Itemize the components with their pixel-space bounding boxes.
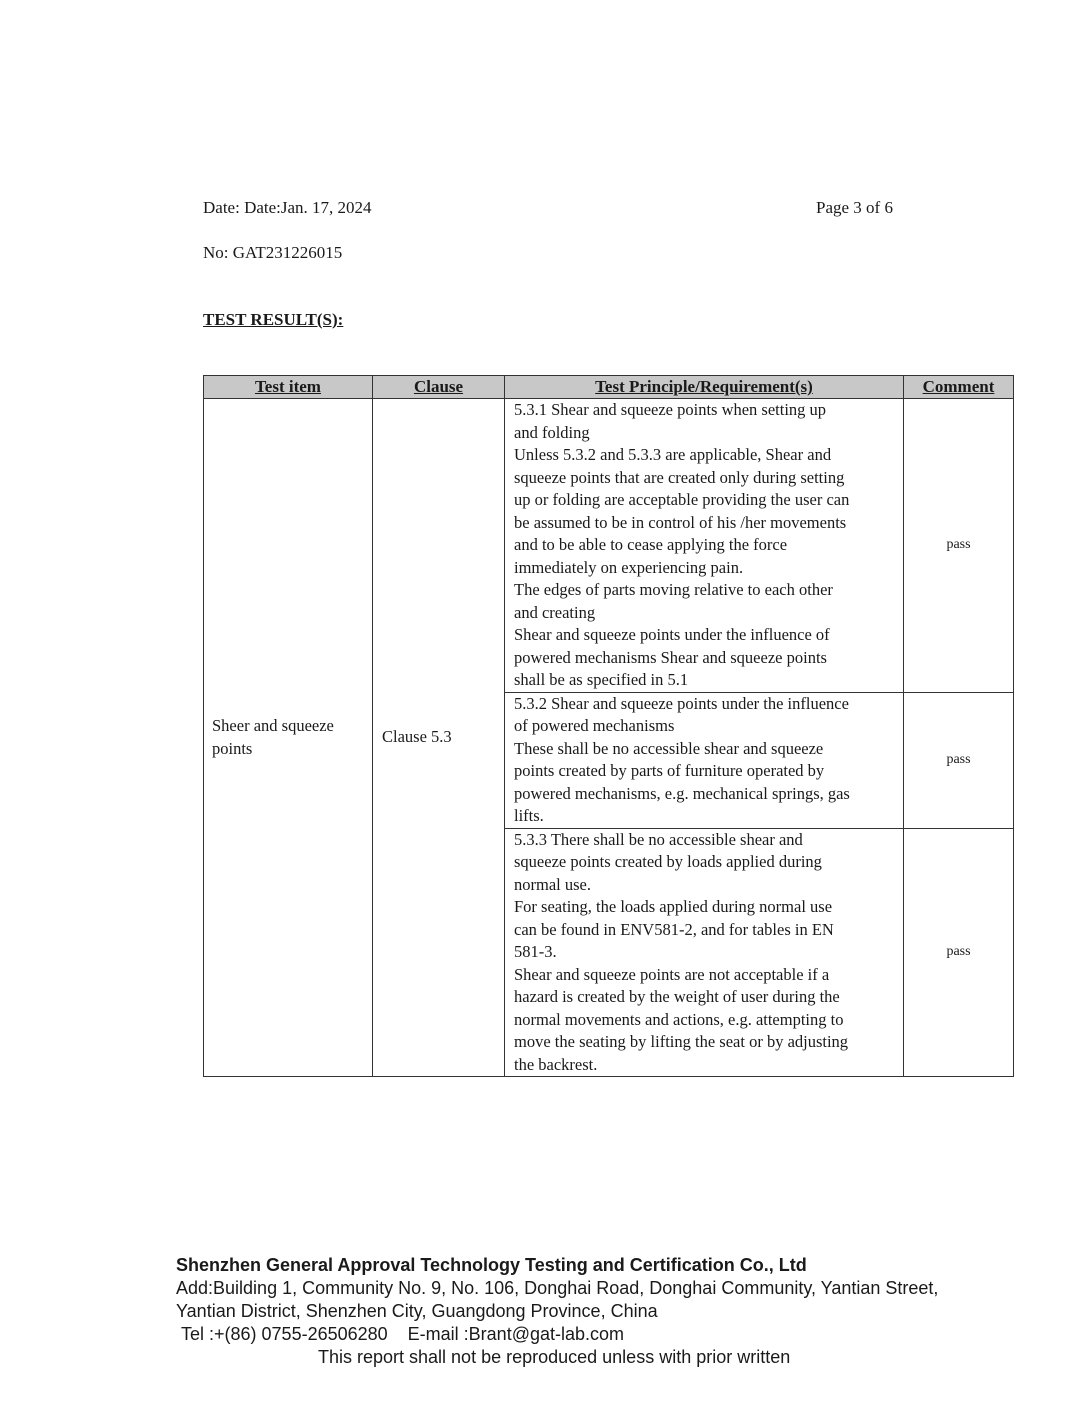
test-results-table [203, 375, 1014, 1077]
requirement-line: 5.3.2 Shear and squeeze points under the influence [514, 693, 849, 713]
page-number: Page 3 of 6 [816, 198, 893, 217]
requirement-line: These shall be no accessible shear and squeeze [514, 738, 824, 758]
table-row [204, 399, 1014, 693]
requirement-line: 5.3.1 Shear and squeeze points when setting up [514, 400, 827, 419]
requirement-cell [505, 399, 904, 693]
requirement-line: shall be as specified in 5.1 [514, 670, 689, 689]
requirement-line: 5.3.3 There shall be no accessible shear and [514, 829, 803, 849]
requirement-line: immediately on experiencing pain. [514, 557, 744, 577]
requirement-line: and to be able to cease applying the force [514, 535, 788, 554]
requirement-line: squeeze points created by loads applied during [514, 852, 822, 871]
column-header-comment: Comment [904, 376, 1014, 399]
requirement-line: up or folding are acceptable providing the user can [514, 490, 850, 509]
company-name: Shenzhen General Approval Technology Testing and Certification Co., Ltd [176, 1255, 807, 1275]
report-number: No: GAT231226015 [203, 243, 343, 262]
requirement-line: powered mechanisms, e.g. mechanical springs, gas [514, 783, 850, 803]
requirement-line: normal movements and actions, e.g. attempting to [514, 1009, 844, 1029]
requirement-text [514, 693, 894, 828]
comment-cell: pass [904, 399, 1014, 693]
test-item-cell: Sheer and squeeze points [204, 399, 373, 1077]
address-line: Add:Building 1, Community No. 9, No. 106, Donghai Road, Donghai Community, Yantian Street, [176, 1278, 939, 1298]
column-header-clause: Clause [373, 376, 505, 399]
address-line: Yantian District, Shenzhen City, Guangdong Province, China [176, 1301, 658, 1321]
requirement-text [514, 399, 894, 692]
requirement-cell [505, 692, 904, 828]
requirement-line: the backrest. [514, 1054, 598, 1074]
requirement-line: normal use. [514, 874, 591, 894]
clause-cell: Clause 5.3 [373, 399, 505, 1077]
requirement-line: For seating, the loads applied during normal use [514, 897, 833, 916]
section-title: TEST RESULT(S): [203, 310, 344, 329]
requirement-line: 581-3. [514, 942, 557, 961]
report-date: Date: Date:Jan. 17, 2024 [203, 198, 372, 217]
requirement-text [514, 829, 894, 1077]
requirement-cell [505, 828, 904, 1077]
contact-info: Tel :+(86) 0755-26506280 E-mail :Brant@gat-lab.com [181, 1324, 625, 1344]
requirement-line: Shear and squeeze points are not acceptable if a [514, 964, 830, 984]
requirement-line: lifts. [514, 806, 544, 825]
requirement-line: powered mechanisms Shear and squeeze points [514, 647, 827, 667]
requirement-line: be assumed to be in control of his /her movements [514, 512, 847, 532]
table-header-row [204, 376, 1014, 399]
requirement-line: hazard is created by the weight of user during the [514, 987, 840, 1006]
requirement-line: Unless 5.3.2 and 5.3.3 are applicable, Shear and [514, 445, 832, 464]
footer [176, 1254, 938, 1369]
requirement-line: points created by parts of furniture operated by [514, 761, 825, 780]
reproduction-notice: This report shall not be reproduced unless with prior written [318, 1347, 791, 1367]
requirement-line: The edges of parts moving relative to each other [514, 580, 833, 599]
column-header-requirements: Test Principle/Requirement(s) [505, 376, 904, 399]
requirement-line: move the seating by lifting the seat or by adjusting [514, 1032, 849, 1051]
comment-cell: pass [904, 828, 1014, 1077]
requirement-line: squeeze points that are created only during setting [514, 467, 845, 487]
comment-cell: pass [904, 692, 1014, 828]
requirement-line: Shear and squeeze points under the influence of [514, 625, 830, 644]
requirement-line: of powered mechanisms [514, 716, 675, 735]
requirement-line: and creating [514, 602, 596, 622]
requirement-line: can be found in ENV581-2, and for tables in EN [514, 919, 834, 939]
requirement-line: and folding [514, 422, 590, 442]
column-header-test-item: Test item [204, 376, 373, 399]
